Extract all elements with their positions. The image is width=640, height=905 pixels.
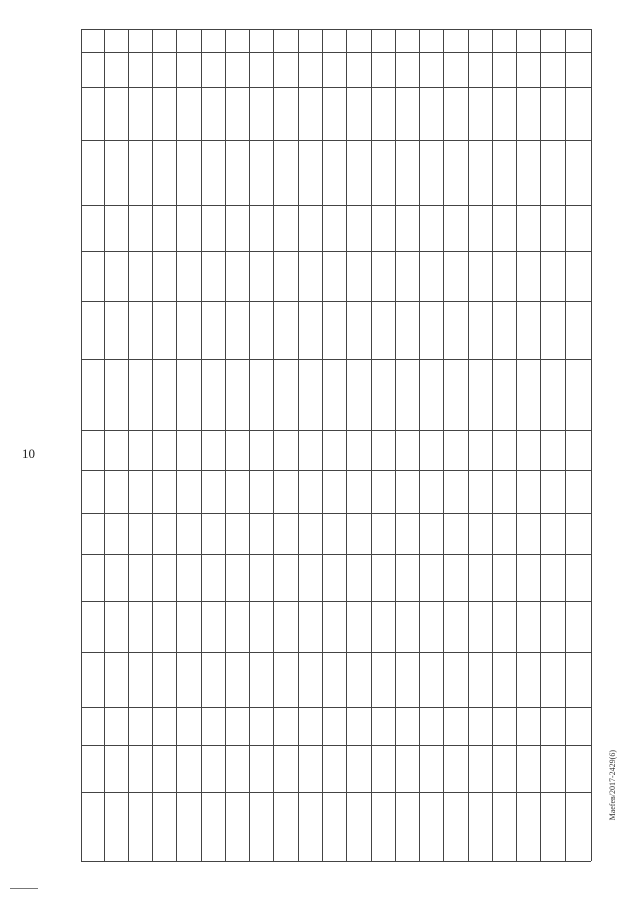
table-rule [81, 430, 591, 431]
table-rule [81, 52, 591, 53]
table-rule [81, 29, 82, 861]
table-rule [201, 29, 202, 861]
table-rule [81, 861, 591, 862]
table-rule [322, 29, 323, 861]
table-rule [81, 792, 591, 793]
table-rule [81, 87, 591, 88]
table-rule [565, 29, 566, 861]
table-rule [81, 251, 591, 252]
table-rule [81, 205, 591, 206]
margin-code: Маеfeв/2017-2429(6) [608, 750, 617, 821]
table-rule [273, 29, 274, 861]
table-rule [81, 29, 591, 30]
table-rule [591, 29, 592, 861]
table-rule [81, 652, 591, 653]
table-rule [249, 29, 250, 861]
table-rule [225, 29, 226, 861]
table-rule [81, 359, 591, 360]
table-rule [81, 140, 591, 141]
table-rule [81, 601, 591, 602]
table-rule [81, 470, 591, 471]
table-rule [176, 29, 177, 861]
table-rule [468, 29, 469, 861]
table-rule [128, 29, 129, 861]
table-rule [492, 29, 493, 861]
table-rule [81, 554, 591, 555]
scan-mark [10, 888, 38, 889]
table-rule [516, 29, 517, 861]
table-rule [540, 29, 541, 861]
table-rule [346, 29, 347, 861]
table-rule [81, 745, 591, 746]
page-number: 10 [22, 446, 35, 461]
table-rule [419, 29, 420, 861]
table-rule [371, 29, 372, 861]
table-rule [298, 29, 299, 861]
table-rule [104, 29, 105, 861]
table-rule [81, 707, 591, 708]
table-rule [81, 301, 591, 302]
table-rule [81, 513, 591, 514]
table-rule [443, 29, 444, 861]
table-rule [395, 29, 396, 861]
table-rule [152, 29, 153, 861]
